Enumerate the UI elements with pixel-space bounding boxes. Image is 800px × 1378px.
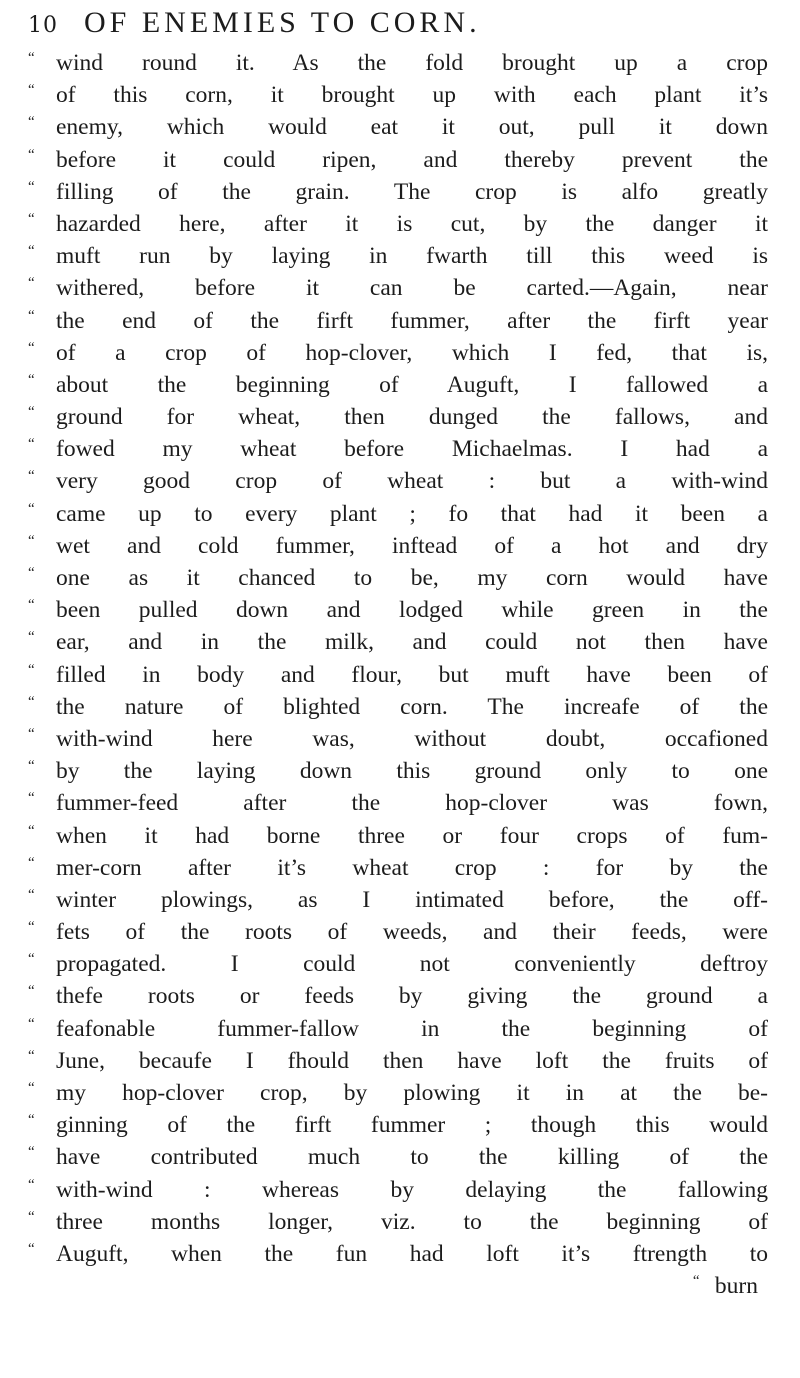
quote-mark: “ xyxy=(28,919,35,936)
quote-mark: “ xyxy=(28,661,35,678)
line-text: of a crop of hop-clover, which I fed, that is, xyxy=(56,339,768,366)
line-text: fummer-feed after the hop-clover was fown, xyxy=(56,790,768,817)
line-text: the nature of blighted corn. The increafe of the xyxy=(56,693,768,720)
text-line xyxy=(28,501,768,533)
line-text: before it could ripen, and thereby prevent the xyxy=(56,146,768,173)
text-line xyxy=(28,114,768,146)
text-line xyxy=(28,404,768,436)
line-text: the end of the firft fummer, after the firft year xyxy=(56,307,768,334)
line-text: came up to every plant ; fo that had it been a xyxy=(56,500,768,527)
text-line xyxy=(28,1177,768,1209)
quote-mark: “ xyxy=(28,951,35,968)
quote-mark: “ xyxy=(28,82,35,99)
line-text: have contributed much to the killing of the xyxy=(56,1144,768,1171)
text-line xyxy=(28,597,768,629)
body-text xyxy=(28,50,768,1273)
line-text: fowed my wheat before Michaelmas. I had a xyxy=(56,436,768,463)
line-text: been pulled down and lodged while green in the xyxy=(56,597,768,624)
line-text: enemy, which would eat it out, pull it down xyxy=(56,114,768,141)
text-line xyxy=(28,50,768,82)
text-line xyxy=(28,243,768,275)
line-text: muft run by laying in fwarth till this weed is xyxy=(56,243,768,270)
quote-mark: “ xyxy=(28,1176,35,1193)
quote-mark: “ xyxy=(28,146,35,163)
line-text: three months longer, viz. to the beginning of xyxy=(56,1208,768,1235)
text-line xyxy=(28,629,768,661)
quote-mark: “ xyxy=(28,275,35,292)
quote-mark: “ xyxy=(28,886,35,903)
text-line xyxy=(28,758,768,790)
text-line xyxy=(28,726,768,758)
text-line xyxy=(28,82,768,114)
quote-mark: “ xyxy=(692,1273,700,1290)
quote-mark: “ xyxy=(28,500,35,517)
quote-mark: “ xyxy=(28,790,35,807)
line-text: winter plowings, as I intimated before, the off- xyxy=(56,886,768,913)
text-line xyxy=(28,662,768,694)
catchword-line xyxy=(28,1273,768,1305)
line-text: withered, before it can be carted.—Again, near xyxy=(56,275,768,302)
quote-mark: “ xyxy=(28,50,35,66)
line-text: June, becaufe I fhould then have loft the fruits of xyxy=(56,1047,768,1074)
text-line xyxy=(28,147,768,179)
line-text: my hop-clover crop, by plowing it in at the be- xyxy=(56,1080,768,1106)
text-line xyxy=(28,211,768,243)
line-text: with-wind : whereas by delaying the fallowing xyxy=(56,1176,768,1203)
line-text: wind round it. As the fold brought up a crop xyxy=(56,50,768,76)
text-line xyxy=(28,565,768,597)
quote-mark: “ xyxy=(28,371,35,388)
quote-mark: “ xyxy=(28,693,35,710)
text-line xyxy=(28,823,768,855)
line-text: filled in body and flour, but muft have been of xyxy=(56,661,768,688)
line-text: ground for wheat, then dunged the fallows, and xyxy=(56,404,768,431)
quote-mark: “ xyxy=(28,725,35,742)
line-text: ginning of the firft fummer ; though this would xyxy=(56,1112,768,1139)
quote-mark: “ xyxy=(28,1080,35,1096)
quote-mark: “ xyxy=(28,1112,35,1129)
text-line xyxy=(28,340,768,372)
quote-mark: “ xyxy=(28,1208,35,1225)
text-line xyxy=(28,1016,768,1048)
text-line xyxy=(28,533,768,565)
quote-mark: “ xyxy=(28,854,35,871)
line-text: one as it chanced to be, my corn would have xyxy=(56,565,768,591)
quote-mark: “ xyxy=(28,532,35,549)
text-line xyxy=(28,887,768,919)
quote-mark: “ xyxy=(28,114,35,131)
quote-mark: “ xyxy=(28,983,35,1000)
text-line xyxy=(28,275,768,307)
text-line xyxy=(28,1112,768,1144)
quote-mark: “ xyxy=(28,307,35,324)
line-text: wet and cold fummer, inftead of a hot and dry xyxy=(56,532,768,559)
text-line xyxy=(28,436,768,468)
line-text: about the beginning of Auguft, I fallowed a xyxy=(56,371,768,398)
quote-mark: “ xyxy=(28,1047,35,1064)
quote-mark: “ xyxy=(28,1144,35,1161)
text-line xyxy=(28,308,768,340)
text-line xyxy=(28,1241,768,1273)
text-line xyxy=(28,790,768,822)
quote-mark: “ xyxy=(28,436,35,453)
text-line xyxy=(28,468,768,500)
line-text: mer-corn after it’s wheat crop : for by the xyxy=(56,854,768,881)
running-head: OF ENEMIES TO CORN. xyxy=(84,6,481,39)
text-line xyxy=(28,372,768,404)
quote-mark: “ xyxy=(28,404,35,421)
line-text: filling of the grain. The crop is alfo greatly xyxy=(56,178,768,205)
quote-mark: “ xyxy=(28,597,35,614)
line-text: of this corn, it brought up with each plant it’s xyxy=(56,82,768,109)
quote-mark: “ xyxy=(28,1240,35,1257)
quote-mark: “ xyxy=(28,565,35,581)
text-line xyxy=(28,694,768,726)
text-line xyxy=(28,919,768,951)
text-line xyxy=(28,1048,768,1080)
quote-mark: “ xyxy=(28,468,35,485)
quote-mark: “ xyxy=(28,758,35,775)
text-line xyxy=(28,951,768,983)
quote-mark: “ xyxy=(28,210,35,227)
line-text: ear, and in the milk, and could not then have xyxy=(56,629,768,656)
text-line xyxy=(28,983,768,1015)
line-text: with-wind here was, without doubt, occafioned xyxy=(56,725,768,752)
line-text: feafonable fummer-fallow in the beginning of xyxy=(56,1015,768,1042)
text-line xyxy=(28,1209,768,1241)
quote-mark: “ xyxy=(28,1015,35,1032)
line-text: hazarded here, after it is cut, by the danger it xyxy=(56,210,768,237)
quote-mark: “ xyxy=(28,822,35,839)
line-text: when it had borne three or four crops of fum- xyxy=(56,822,768,849)
text-line xyxy=(28,1144,768,1176)
line-text: thefe roots or feeds by giving the ground a xyxy=(56,983,768,1010)
line-text: by the laying down this ground only to one xyxy=(56,758,768,785)
text-line xyxy=(28,179,768,211)
catchword: burn xyxy=(714,1273,758,1300)
quote-mark: “ xyxy=(28,243,35,260)
page-number: 10 xyxy=(28,13,58,38)
quote-mark: “ xyxy=(28,629,35,646)
line-text: Auguft, when the fun had loft it’s ftrength to xyxy=(56,1240,768,1267)
quote-mark: “ xyxy=(28,178,35,195)
quote-mark: “ xyxy=(28,339,35,356)
line-text: very good crop of wheat : but a with-wind xyxy=(56,468,768,495)
line-text: propagated. I could not conveniently deftroy xyxy=(56,951,768,978)
page-header xyxy=(28,6,768,50)
text-line xyxy=(28,1080,768,1112)
text-line xyxy=(28,855,768,887)
line-text: fets of the roots of weeds, and their feeds, were xyxy=(56,919,768,946)
